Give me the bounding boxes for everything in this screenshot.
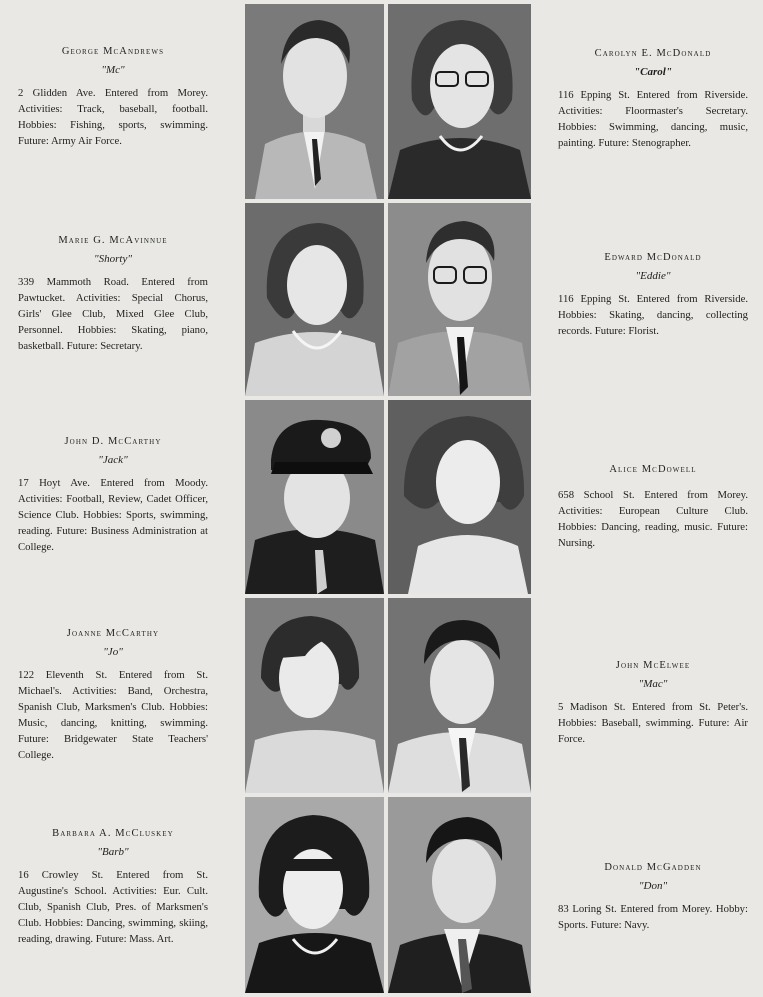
student-bio: 2 Glidden Ave. Entered from Morey. Activities: Track, baseball, football. Hobbies: Fishing, sports, swimming. Future: Army Air Force. — [18, 87, 208, 148]
student-bio: 16 Crowley St. Entered from St. Augustine's School. Activities: Eur. Cult. Club, Spanish Club, Pres. of Marksmen's Club. Hobbies: Dancing, swimming, skiing, reading, drawing. Future: Mass. Art. — [18, 869, 208, 946]
entry-edward-mcdonald — [558, 252, 748, 339]
student-name: Edward McDonald — [604, 252, 702, 263]
student-nickname: "Mc" — [101, 64, 125, 76]
portrait-donald-mcgadden — [388, 797, 531, 993]
entry-joanne-mccarthy — [18, 628, 208, 764]
student-bio: 122 Eleventh St. Entered from St. Michael's. Activities: Band, Orchestra, Spanish Club, Marksmen's Club. Hobbies: Music, dancing, knitting, swimming. Future: Bridgewater State Teachers' College. — [18, 669, 208, 762]
student-nickname: "Mac" — [638, 678, 668, 690]
portrait-alice-mcdowell — [388, 400, 531, 594]
student-bio: 17 Hoyt Ave. Entered from Moody. Activities: Football, Review, Cadet Officer, Science Club. Hobbies: Sports, swimming, reading. Future: Business Administration at College. — [18, 477, 208, 554]
portrait-john-mcelwee — [388, 598, 531, 793]
student-nickname: "Don" — [638, 880, 668, 892]
portrait-barbara-mccluskey — [245, 797, 384, 993]
student-name: George McAndrews — [61, 46, 165, 57]
entry-george-mcandrews — [18, 46, 208, 149]
entry-alice-mcdowell — [558, 464, 748, 551]
student-name: John McElwee — [615, 660, 691, 671]
student-nickname: "Barb" — [97, 846, 129, 858]
student-name: Donald McGadden — [604, 862, 702, 873]
portrait-joanne-mccarthy — [245, 598, 384, 793]
entry-john-mcelwee — [558, 660, 748, 747]
entry-barbara-mccluskey — [18, 828, 208, 947]
student-name: John D. McCarthy — [64, 436, 162, 447]
student-bio: 5 Madison St. Entered from St. Peter's. Hobbies: Baseball, swimming. Future: Air Force. — [558, 701, 748, 746]
student-name: Alice McDowell — [609, 464, 697, 475]
student-name: Carolyn E. McDonald — [594, 48, 712, 59]
portrait-marie-mcavinnue — [245, 203, 384, 396]
student-bio: 658 School St. Entered from Morey. Activities: European Culture Club. Hobbies: Dancing, reading, music. Future: Nursing. — [558, 489, 748, 550]
student-bio: 339 Mammoth Road. Entered from Pawtucket. Activities: Special Chorus, Girls' Glee Club, Mixed Glee Club, Personnel. Hobbies: Skating, piano, basketball. Future: Secretary. — [18, 276, 208, 353]
student-name: Marie G. McAvinnue — [58, 235, 168, 246]
student-nickname: "Carol" — [634, 66, 672, 78]
student-nickname: "Eddie" — [635, 270, 671, 282]
student-bio: 116 Epping St. Entered from Riverside. Activities: Floormaster's Secretary. Hobbies: Swimming, dancing, music, painting. Future: Stenographer. — [558, 89, 748, 150]
student-name: Joanne McCarthy — [66, 628, 160, 639]
student-name: Barbara A. McCluskey — [52, 828, 174, 839]
entry-carolyn-mcdonald — [558, 48, 748, 151]
portrait-george-mcandrews — [245, 4, 384, 199]
entry-donald-mcgadden — [558, 862, 748, 933]
student-nickname: "Shorty" — [94, 253, 132, 265]
entry-marie-mcavinnue — [18, 235, 208, 354]
portrait-carolyn-mcdonald — [388, 4, 531, 199]
student-nickname: "Jack" — [98, 454, 128, 466]
portrait-edward-mcdonald — [388, 203, 531, 396]
student-bio: 116 Epping St. Entered from Riverside. Hobbies: Skating, dancing, collecting records. Future: Florist. — [558, 293, 748, 338]
portrait-john-mccarthy — [245, 400, 384, 594]
student-nickname: "Jo" — [103, 646, 123, 658]
student-bio: 83 Loring St. Entered from Morey. Hobby: Sports. Future: Navy. — [558, 903, 748, 932]
entry-john-mccarthy — [18, 436, 208, 555]
